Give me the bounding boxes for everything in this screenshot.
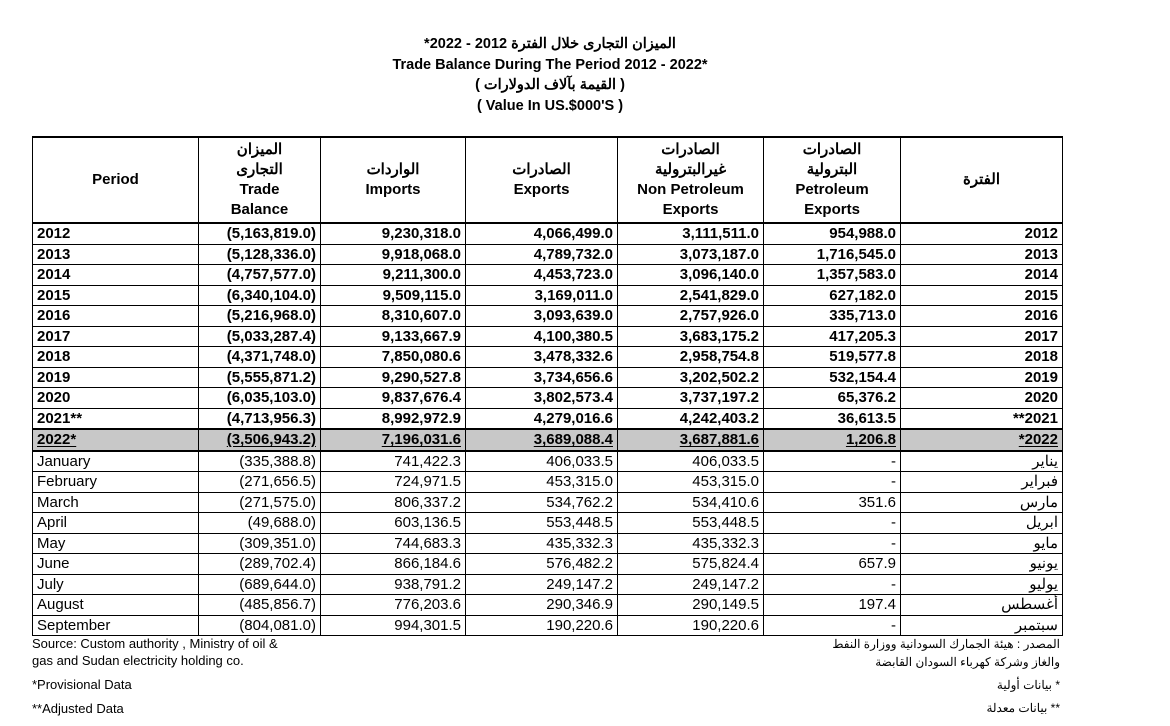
table-row-month <box>33 574 1063 595</box>
header-exports-en: Exports <box>513 181 570 198</box>
cell-non-petroleum: 3,202,502.2 <box>618 367 764 388</box>
cell-period: May <box>33 533 199 554</box>
cell-petroleum: 532,154.4 <box>764 367 901 388</box>
cell-period-arabic: 2017 <box>901 326 1063 347</box>
cell-non-petroleum: 2,757,926.0 <box>618 306 764 327</box>
cell-trade-balance: (689,644.0) <box>199 574 321 595</box>
header-exports <box>466 137 618 223</box>
cell-exports: 249,147.2 <box>466 574 618 595</box>
cell-imports: 741,422.3 <box>321 451 466 472</box>
cell-period-arabic: يوليو <box>901 574 1063 595</box>
cell-exports: 3,802,573.4 <box>466 388 618 409</box>
cell-trade-balance: (6,340,104.0) <box>199 285 321 306</box>
footer-arabic <box>832 635 1060 717</box>
cell-petroleum: 335,713.0 <box>764 306 901 327</box>
cell-period-arabic: يونيو <box>901 554 1063 575</box>
cell-non-petroleum: 290,149.5 <box>618 595 764 616</box>
header-pet-ar1: الصادرات <box>802 141 862 158</box>
header-non-petroleum <box>618 137 764 223</box>
header-trade-balance-ar2: التجارى <box>236 161 283 178</box>
cell-petroleum: 351.6 <box>764 492 901 513</box>
cell-period: February <box>33 472 199 493</box>
cell-period-arabic: ابريل <box>901 513 1063 534</box>
source-arabic-line2: والغاز وشركة كهرباء السودان القابضة <box>875 655 1060 669</box>
cell-period: March <box>33 492 199 513</box>
cell-petroleum: 627,182.0 <box>764 285 901 306</box>
title-block <box>0 34 1100 116</box>
header-pet-en2: Exports <box>804 201 860 218</box>
months-body <box>33 451 1063 636</box>
cell-period: 2017 <box>33 326 199 347</box>
cell-imports: 9,133,667.9 <box>321 326 466 347</box>
cell-period-arabic: أغسطس <box>901 595 1063 616</box>
cell-imports: 9,509,115.0 <box>321 285 466 306</box>
cell-trade-balance: (6,035,103.0) <box>199 388 321 409</box>
cell-petroleum: 417,205.3 <box>764 326 901 347</box>
table-row-year <box>33 306 1063 327</box>
cell-exports: 406,033.5 <box>466 451 618 472</box>
adjusted-note-english: **Adjusted Data <box>32 701 124 716</box>
table-row-month <box>33 513 1063 534</box>
cell-exports: 4,100,380.5 <box>466 326 618 347</box>
cell-non-petroleum: 190,220.6 <box>618 615 764 636</box>
cell-exports: 3,169,011.0 <box>466 285 618 306</box>
cell-imports: 7,850,080.6 <box>321 347 466 368</box>
cell-exports: 190,220.6 <box>466 615 618 636</box>
header-pet-ar2: البترولية <box>806 161 858 178</box>
unit-arabic: ( القيمة بآلاف الدولارات ) <box>475 77 625 93</box>
title-english: Trade Balance During The Period 2012 - 2022* <box>392 56 708 73</box>
header-imports-en: Imports <box>365 181 421 198</box>
cell-trade-balance: (49,688.0) <box>199 513 321 534</box>
cell-exports: 3,689,088.4 <box>466 429 618 451</box>
cell-non-petroleum: 453,315.0 <box>618 472 764 493</box>
cell-exports: 453,315.0 <box>466 472 618 493</box>
cell-period-arabic: مارس <box>901 492 1063 513</box>
years-body <box>33 223 1063 429</box>
cell-trade-balance: (309,351.0) <box>199 533 321 554</box>
cell-imports: 744,683.3 <box>321 533 466 554</box>
cell-period: January <box>33 451 199 472</box>
cell-period-arabic: 2018 <box>901 347 1063 368</box>
cell-imports: 776,203.6 <box>321 595 466 616</box>
table-row-year <box>33 265 1063 286</box>
cell-period-arabic: 2015 <box>901 285 1063 306</box>
cell-imports: 9,211,300.0 <box>321 265 466 286</box>
cell-non-petroleum: 3,073,187.0 <box>618 244 764 265</box>
cell-non-petroleum: 435,332.3 <box>618 533 764 554</box>
cell-imports: 7,196,031.6 <box>321 429 466 451</box>
cell-trade-balance: (5,033,287.4) <box>199 326 321 347</box>
table-row-total-2022 <box>33 429 1063 451</box>
cell-trade-balance: (3,506,943.2) <box>199 429 321 451</box>
cell-petroleum: 65,376.2 <box>764 388 901 409</box>
cell-petroleum: 36,613.5 <box>764 408 901 429</box>
cell-exports: 4,789,732.0 <box>466 244 618 265</box>
cell-trade-balance: (335,388.8) <box>199 451 321 472</box>
table-row-month <box>33 615 1063 636</box>
total-body <box>33 429 1063 451</box>
cell-non-petroleum: 3,683,175.2 <box>618 326 764 347</box>
cell-trade-balance: (289,702.4) <box>199 554 321 575</box>
cell-petroleum: 954,988.0 <box>764 223 901 244</box>
cell-petroleum: - <box>764 513 901 534</box>
header-period-arabic: الفترة <box>901 137 1063 223</box>
source-english-line1: Source: Custom authority , Ministry of oil & <box>32 636 278 651</box>
cell-imports: 866,184.6 <box>321 554 466 575</box>
cell-petroleum: 197.4 <box>764 595 901 616</box>
cell-non-petroleum: 3,096,140.0 <box>618 265 764 286</box>
cell-imports: 938,791.2 <box>321 574 466 595</box>
cell-exports: 553,448.5 <box>466 513 618 534</box>
source-arabic-line1: المصدر : هيئة الجمارك السودانية ووزارة النفط <box>832 637 1060 651</box>
cell-exports: 576,482.2 <box>466 554 618 575</box>
adjusted-note-arabic: ** بيانات معدلة <box>986 701 1060 715</box>
cell-petroleum: 657.9 <box>764 554 901 575</box>
cell-imports: 806,337.2 <box>321 492 466 513</box>
cell-period: July <box>33 574 199 595</box>
header-trade-balance-en1: Trade <box>239 181 280 198</box>
cell-period-arabic: 2021** <box>901 408 1063 429</box>
cell-period-arabic: 2013 <box>901 244 1063 265</box>
cell-period: 2021** <box>33 408 199 429</box>
cell-period-arabic: فبراير <box>901 472 1063 493</box>
header-petroleum <box>764 137 901 223</box>
cell-petroleum: - <box>764 615 901 636</box>
cell-period: 2020 <box>33 388 199 409</box>
header-row <box>33 137 1063 223</box>
header-exports-ar: الصادرات <box>512 161 571 178</box>
cell-non-petroleum: 4,242,403.2 <box>618 408 764 429</box>
cell-exports: 3,478,332.6 <box>466 347 618 368</box>
cell-non-petroleum: 575,824.4 <box>618 554 764 575</box>
cell-exports: 3,093,639.0 <box>466 306 618 327</box>
header-nonpet-ar1: الصادرات <box>661 141 720 158</box>
cell-exports: 435,332.3 <box>466 533 618 554</box>
header-nonpet-en1: Non Petroleum <box>637 181 744 198</box>
cell-period-arabic: 2020 <box>901 388 1063 409</box>
cell-period: September <box>33 615 199 636</box>
cell-period: August <box>33 595 199 616</box>
provisional-note-english: *Provisional Data <box>32 677 132 692</box>
cell-non-petroleum: 3,687,881.6 <box>618 429 764 451</box>
cell-petroleum: - <box>764 533 901 554</box>
cell-trade-balance: (4,757,577.0) <box>199 265 321 286</box>
table-row-year <box>33 408 1063 429</box>
cell-imports: 724,971.5 <box>321 472 466 493</box>
cell-petroleum: 1,206.8 <box>764 429 901 451</box>
header-period: Period <box>33 137 199 223</box>
table-row-month <box>33 533 1063 554</box>
cell-period: 2018 <box>33 347 199 368</box>
cell-exports: 534,762.2 <box>466 492 618 513</box>
cell-exports: 3,734,656.6 <box>466 367 618 388</box>
table-row-year <box>33 285 1063 306</box>
cell-trade-balance: (804,081.0) <box>199 615 321 636</box>
cell-trade-balance: (271,575.0) <box>199 492 321 513</box>
cell-trade-balance: (4,371,748.0) <box>199 347 321 368</box>
cell-imports: 8,992,972.9 <box>321 408 466 429</box>
cell-period-arabic: سبتمبر <box>901 615 1063 636</box>
cell-period: 2013 <box>33 244 199 265</box>
title-arabic: الميزان التجارى خلال الفترة 2012 - 2022* <box>424 36 676 52</box>
cell-petroleum: - <box>764 472 901 493</box>
table-row-year <box>33 223 1063 244</box>
cell-period-arabic: 2019 <box>901 367 1063 388</box>
cell-period: June <box>33 554 199 575</box>
cell-petroleum: 1,716,545.0 <box>764 244 901 265</box>
table-row-month <box>33 451 1063 472</box>
cell-non-petroleum: 249,147.2 <box>618 574 764 595</box>
table-row-month <box>33 595 1063 616</box>
cell-trade-balance: (271,656.5) <box>199 472 321 493</box>
cell-non-petroleum: 553,448.5 <box>618 513 764 534</box>
header-pet-en1: Petroleum <box>795 181 869 198</box>
table-row-month <box>33 492 1063 513</box>
source-english-line2: gas and Sudan electricity holding co. <box>32 653 244 668</box>
cell-non-petroleum: 534,410.6 <box>618 492 764 513</box>
cell-period-arabic: يناير <box>901 451 1063 472</box>
cell-period-arabic: 2022* <box>901 429 1063 451</box>
table-row-year <box>33 244 1063 265</box>
header-nonpet-en2: Exports <box>662 201 719 218</box>
cell-trade-balance: (5,128,336.0) <box>199 244 321 265</box>
cell-exports: 4,066,499.0 <box>466 223 618 244</box>
cell-non-petroleum: 406,033.5 <box>618 451 764 472</box>
table-row-year <box>33 326 1063 347</box>
cell-imports: 994,301.5 <box>321 615 466 636</box>
cell-exports: 290,346.9 <box>466 595 618 616</box>
cell-petroleum: 519,577.8 <box>764 347 901 368</box>
cell-non-petroleum: 3,111,511.0 <box>618 223 764 244</box>
cell-period-arabic: 2016 <box>901 306 1063 327</box>
table-row-year <box>33 388 1063 409</box>
cell-imports: 8,310,607.0 <box>321 306 466 327</box>
header-imports <box>321 137 466 223</box>
cell-period: 2012 <box>33 223 199 244</box>
table-row-year <box>33 367 1063 388</box>
cell-imports: 9,837,676.4 <box>321 388 466 409</box>
cell-trade-balance: (4,713,956.3) <box>199 408 321 429</box>
cell-imports: 603,136.5 <box>321 513 466 534</box>
cell-non-petroleum: 2,541,829.0 <box>618 285 764 306</box>
cell-non-petroleum: 3,737,197.2 <box>618 388 764 409</box>
cell-period: 2016 <box>33 306 199 327</box>
cell-period: April <box>33 513 199 534</box>
cell-trade-balance: (5,216,968.0) <box>199 306 321 327</box>
cell-imports: 9,290,527.8 <box>321 367 466 388</box>
cell-imports: 9,230,318.0 <box>321 223 466 244</box>
provisional-note-arabic: * بيانات أولية <box>996 678 1060 692</box>
cell-exports: 4,453,723.0 <box>466 265 618 286</box>
cell-non-petroleum: 2,958,754.8 <box>618 347 764 368</box>
cell-imports: 9,918,068.0 <box>321 244 466 265</box>
unit-english: ( Value In US.$000'S ) <box>476 97 624 114</box>
cell-petroleum: - <box>764 574 901 595</box>
table-row-month <box>33 554 1063 575</box>
header-trade-balance-en2: Balance <box>230 201 289 218</box>
cell-period-arabic: 2012 <box>901 223 1063 244</box>
cell-period: 2022* <box>33 429 199 451</box>
cell-period-arabic: مايو <box>901 533 1063 554</box>
cell-exports: 4,279,016.6 <box>466 408 618 429</box>
trade-balance-table <box>32 136 1063 636</box>
cell-trade-balance: (5,163,819.0) <box>199 223 321 244</box>
cell-period-arabic: 2014 <box>901 265 1063 286</box>
cell-trade-balance: (5,555,871.2) <box>199 367 321 388</box>
header-trade-balance <box>199 137 321 223</box>
cell-petroleum: - <box>764 451 901 472</box>
cell-trade-balance: (485,856.7) <box>199 595 321 616</box>
cell-period: 2019 <box>33 367 199 388</box>
header-nonpet-ar2: غيرالبترولية <box>654 161 727 178</box>
header-imports-ar: الواردات <box>366 161 420 178</box>
cell-period: 2014 <box>33 265 199 286</box>
table-row-year <box>33 347 1063 368</box>
cell-petroleum: 1,357,583.0 <box>764 265 901 286</box>
cell-period: 2015 <box>33 285 199 306</box>
footer-english <box>32 635 278 717</box>
table-row-month <box>33 472 1063 493</box>
header-trade-balance-ar1: الميزان <box>236 141 283 158</box>
